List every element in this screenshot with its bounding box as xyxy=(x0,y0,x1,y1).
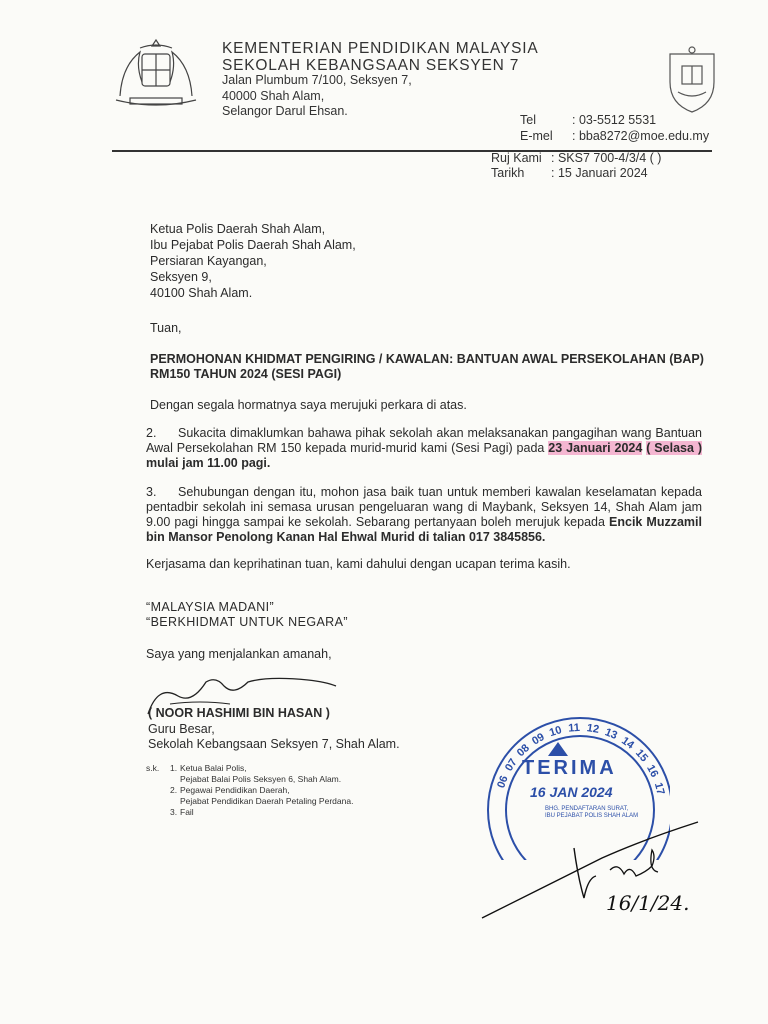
stamp-ring-number: 07 xyxy=(502,756,520,774)
cc-line: Pejabat Balai Polis Seksyen 6, Shah Alam. xyxy=(180,774,342,784)
school-address xyxy=(222,73,412,120)
slogan-line: “MALAYSIA MADANI” xyxy=(146,600,275,614)
reference-block xyxy=(491,151,661,181)
stamp-ring-number: 11 xyxy=(567,721,581,735)
email-value: : bba8272@moe.edu.my xyxy=(572,129,710,143)
stamp-ring-number: 14 xyxy=(619,734,637,752)
stamp-ring-number: 09 xyxy=(530,731,547,748)
start-time: mulai jam 11.00 pagi. xyxy=(146,456,271,470)
cc-number: 1. xyxy=(170,763,178,773)
handwritten-annotation xyxy=(478,818,708,928)
school-logo-icon xyxy=(664,44,720,114)
stamp-date: 16 JAN 2024 xyxy=(530,784,613,800)
intro-paragraph: Dengan segala hormatnya saya merujuki perkara di atas. xyxy=(150,398,467,412)
slogans xyxy=(146,600,348,630)
recipient-line: Persiaran Kayangan, xyxy=(150,254,267,268)
address-line: Jalan Plumbum 7/100, Seksyen 7, xyxy=(222,73,412,87)
highlighted-date: 23 Januari 2024 xyxy=(548,441,643,455)
paragraph-2 xyxy=(146,426,702,471)
highlighted-day: ( Selasa ) xyxy=(646,441,703,455)
recipient-line: Ibu Pejabat Polis Daerah Shah Alam, xyxy=(150,238,356,252)
date-value: : 15 Januari 2024 xyxy=(551,166,648,180)
cc-label: s.k. xyxy=(146,763,160,773)
stamp-ring-number: 17 xyxy=(651,781,667,797)
cc-number: 2. xyxy=(170,785,178,795)
stamp-ring-number: 13 xyxy=(603,726,620,742)
cc-line: Pegawai Pendidikan Daerah, xyxy=(180,785,290,795)
paragraph-number: 3. xyxy=(146,485,157,499)
date-label: Tarikh xyxy=(491,166,525,180)
cc-line: Ketua Balai Polis, xyxy=(180,763,247,773)
carbon-copy-list xyxy=(146,763,353,818)
stamp-ring-number: 15 xyxy=(632,747,651,765)
address-line: Selangor Darul Ehsan. xyxy=(222,104,348,118)
signer-school: Sekolah Kebangsaan Seksyen 7, Shah Alam. xyxy=(148,737,400,751)
stamp-ring-number: 10 xyxy=(548,724,564,740)
paragraph-text: Sehubungan dengan itu, mohon jasa baik tuan untuk memberi kawalan keselamatan kepada pentadbir sekolah ini semasa urusan pengeluaran wang di Maybank, Seksyen 14, Shah Alam jam 9.00 pagi hingga sampai ke sekolah. Sebarang pertanyaan boleh merujuk kepada xyxy=(146,485,702,529)
stamp-text-line: IBU PEJABAT POLIS SHAH ALAM xyxy=(545,813,639,819)
address-line: 40000 Shah Alam, xyxy=(222,88,325,103)
handwritten-date: 16/1/24. xyxy=(606,891,690,915)
stamp-triangle-icon xyxy=(548,742,568,756)
malaysia-coat-of-arms-icon xyxy=(110,36,202,110)
slogan-line: “BERKHIDMAT UNTUK NEGARA” xyxy=(146,615,348,629)
contact-block xyxy=(520,112,709,144)
paragraph-3 xyxy=(146,485,702,545)
paragraph-number: 2. xyxy=(146,426,157,440)
school-name: SEKOLAH KEBANGSAAN SEKSYEN 7 xyxy=(222,57,520,74)
recipient-line: 40100 Shah Alam. xyxy=(150,286,253,300)
recipient-line: Seksyen 9, xyxy=(150,270,212,284)
cc-number: 3. xyxy=(170,807,178,817)
letterhead-title xyxy=(222,40,539,74)
tel-value: : 03-5512 5531 xyxy=(572,113,657,127)
tel-label: Tel xyxy=(520,113,536,127)
ruj-value: : SKS7 700-4/3/4 ( ) xyxy=(551,151,662,165)
cc-line: Pejabat Pendidikan Daerah Petaling Perdana. xyxy=(180,796,354,806)
salutation: Tuan, xyxy=(150,321,182,335)
ruj-label: Ruj Kami xyxy=(491,151,542,165)
closing-paragraph: Kerjasama dan keprihatinan tuan, kami dahului dengan ucapan terima kasih. xyxy=(146,557,571,571)
stamp-ring-number: 12 xyxy=(585,722,600,736)
stamp-ring-number: 08 xyxy=(514,742,532,760)
email-label: E-mel xyxy=(520,129,553,143)
signer-name: ( NOOR HASHIMI BIN HASAN ) xyxy=(148,706,330,720)
signer-title: Guru Besar, xyxy=(148,721,215,736)
cc-line: Fail xyxy=(180,807,194,817)
signer-block xyxy=(148,706,400,753)
stamp-text-line: BHG. PENDAFTARAN SURAT, xyxy=(545,806,629,812)
ministry-name: KEMENTERIAN PENDIDIKAN MALAYSIA xyxy=(222,40,539,57)
contact-person: Encik Muzzamil bin Mansor Penolong Kanan Hal Ehwal Murid di talian 017 3845856. xyxy=(146,515,702,544)
stamp-terima: TERIMA xyxy=(522,757,617,779)
stamp-ring-number: 16 xyxy=(644,763,661,780)
stamp-ring-number: 06 xyxy=(495,774,511,790)
recipient-line: Ketua Polis Daerah Shah Alam, xyxy=(150,222,326,236)
letter-subject: PERMOHONAN KHIDMAT PENGIRING / KAWALAN: BANTUAN AWAL PERSEKOLAHAN (BAP) RM150 TAHUN 2024 (SESI PAGI) xyxy=(150,352,704,381)
paragraph-text: Sukacita dimaklumkan bahawa pihak sekolah akan melaksanakan pangagihan wang Bantuan Awal Persekolahan RM 150 kepada murid-murid kami (Sesi Pagi) pada xyxy=(146,426,702,455)
recipient-address xyxy=(150,221,356,301)
signoff-amanah: Saya yang menjalankan amanah, xyxy=(146,647,332,661)
